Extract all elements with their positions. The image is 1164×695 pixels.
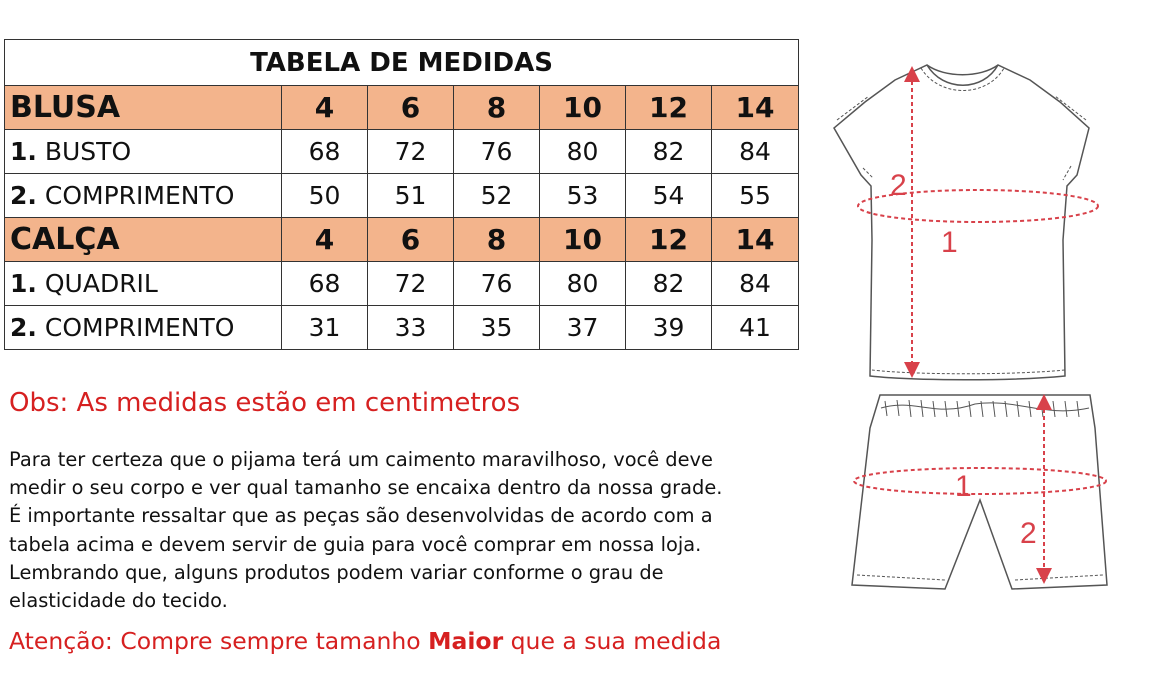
- shorts-length-label: 2: [1020, 517, 1037, 550]
- size-header: 10: [540, 218, 626, 262]
- measurement-value: 55: [712, 174, 799, 218]
- measurement-value: 35: [454, 306, 540, 350]
- size-header: 4: [282, 218, 368, 262]
- measurement-value: 53: [540, 174, 626, 218]
- measurement-number: 2.: [10, 181, 37, 210]
- attention-suffix: que a sua medida: [503, 627, 722, 655]
- measurement-value: 52: [454, 174, 540, 218]
- table-title: TABELA DE MEDIDAS: [5, 40, 799, 86]
- measurement-name: BUSTO: [44, 137, 132, 166]
- section-header-row: [5, 218, 799, 262]
- measurement-value: 84: [712, 262, 799, 306]
- attention-prefix: Atenção: Compre sempre tamanho: [9, 627, 429, 655]
- shorts-illustration: [852, 395, 1107, 589]
- measurement-name: COMPRIMENTO: [44, 181, 235, 210]
- paragraph-line: Lembrando que, alguns produtos podem variar conforme o grau de: [9, 560, 664, 584]
- measurement-row: [5, 306, 799, 350]
- measurement-value: 76: [454, 262, 540, 306]
- size-header: 6: [368, 86, 454, 130]
- size-table: [4, 39, 799, 350]
- hip-label: 1: [955, 470, 972, 503]
- tshirt-illustration: [834, 65, 1089, 380]
- measurement-value: 80: [540, 130, 626, 174]
- measurement-value: 68: [282, 130, 368, 174]
- measurement-value: 51: [368, 174, 454, 218]
- measurement-row: [5, 174, 799, 218]
- measurement-row: [5, 262, 799, 306]
- section-name: BLUSA: [5, 86, 282, 130]
- measurement-value: 39: [626, 306, 712, 350]
- measurement-value: 82: [626, 262, 712, 306]
- measurement-label: [5, 262, 282, 306]
- size-header: 12: [626, 86, 712, 130]
- garment-diagram: [815, 40, 1160, 610]
- paragraph-line: Para ter certeza que o pijama terá um caimento maravilhoso, você deve: [9, 448, 713, 471]
- measurement-value: 82: [626, 130, 712, 174]
- measurement-value: 31: [282, 306, 368, 350]
- paragraph-line: tabela acima e devem servir de guia para você comprar em nossa loja.: [9, 532, 702, 556]
- measurement-value: 68: [282, 262, 368, 306]
- paragraph-line: medir o seu corpo e ver qual tamanho se encaixa dentro da nossa grade.: [9, 476, 723, 500]
- measurement-value: 41: [712, 306, 799, 350]
- measurement-name: QUADRIL: [44, 269, 158, 298]
- measurement-value: 72: [368, 130, 454, 174]
- section-header-row: [5, 86, 799, 130]
- measurement-name: COMPRIMENTO: [44, 313, 235, 342]
- measurement-value: 54: [626, 174, 712, 218]
- attention-emphasis: Maior: [428, 627, 504, 655]
- size-header: 14: [712, 86, 799, 130]
- instructions-paragraph: [9, 446, 789, 615]
- measurement-row: [5, 130, 799, 174]
- measurement-value: 84: [712, 130, 799, 174]
- section-name: CALÇA: [5, 218, 282, 262]
- measurement-number: 1.: [10, 137, 37, 166]
- measurement-number: 1.: [10, 269, 37, 298]
- shirt-length-label: 2: [890, 169, 907, 202]
- size-header: 8: [454, 218, 540, 262]
- size-header: 8: [454, 86, 540, 130]
- measurement-value: 76: [454, 130, 540, 174]
- measurement-label: [5, 130, 282, 174]
- attention-note: [9, 627, 721, 655]
- measurement-number: 2.: [10, 313, 37, 342]
- measurement-value: 37: [540, 306, 626, 350]
- size-header: 4: [282, 86, 368, 130]
- paragraph-line: elasticidade do tecido.: [9, 589, 228, 613]
- obs-note: Obs: As medidas estão em centimetros: [9, 388, 521, 418]
- measurement-value: 33: [368, 306, 454, 350]
- size-header: 6: [368, 218, 454, 262]
- measurement-label: [5, 306, 282, 350]
- measurement-value: 72: [368, 262, 454, 306]
- bust-label: 1: [941, 226, 958, 259]
- size-header: 12: [626, 218, 712, 262]
- measurement-label: [5, 174, 282, 218]
- measurement-value: 50: [282, 174, 368, 218]
- measurement-value: 80: [540, 262, 626, 306]
- paragraph-line: É importante ressaltar que as peças são desenvolvidas de acordo com a: [9, 504, 713, 528]
- size-header: 14: [712, 218, 799, 262]
- table-title-row: [5, 40, 799, 86]
- size-header: 10: [540, 86, 626, 130]
